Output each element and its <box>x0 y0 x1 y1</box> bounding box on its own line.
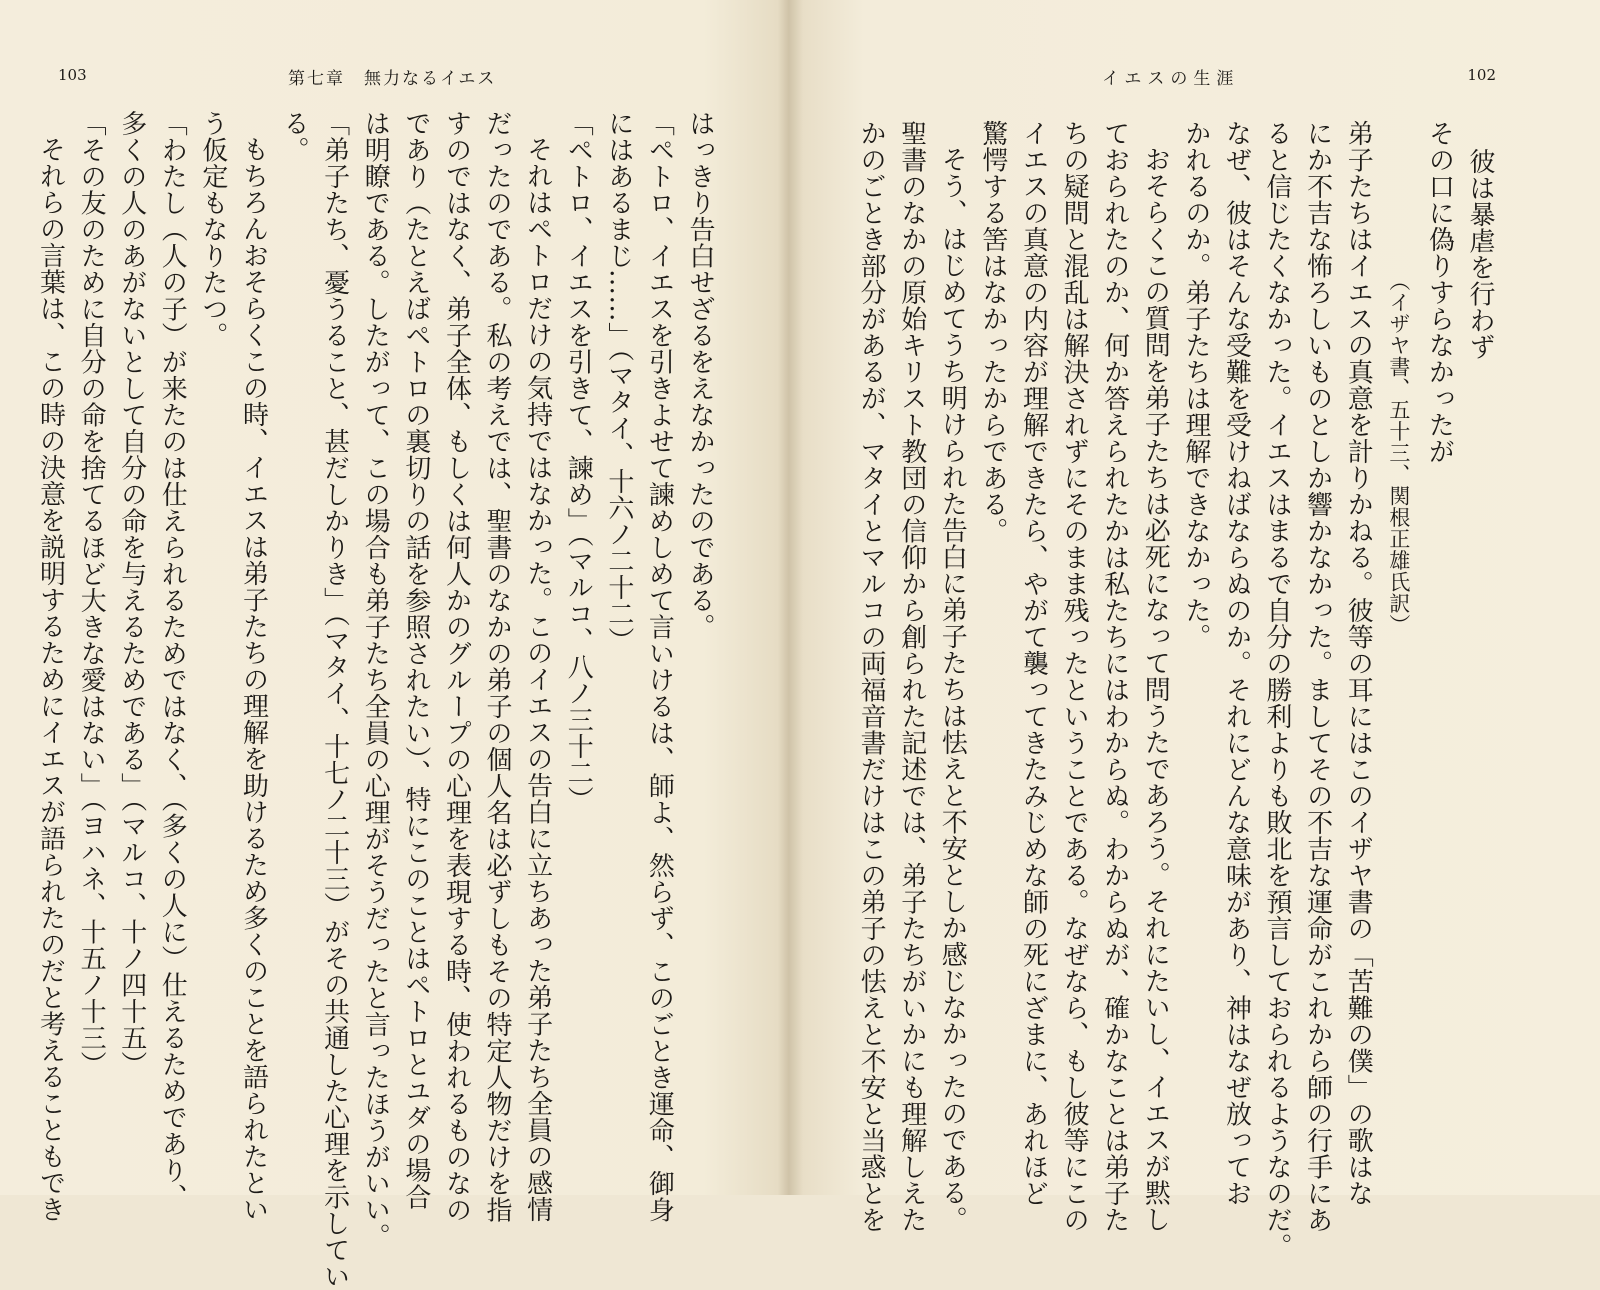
text-line: にか不吉な怖ろしいものとしか響かなかった。ましてその不吉な運命がこれから師の行手にあ <box>1302 120 1333 1233</box>
text-line: 「ペトロ、イエスを引きよせて諫めしめて言いけるは、師よ、然らず、このごとき運命、御身 <box>644 110 675 1223</box>
text-line: かのごとき部分があるが、マタイとマルコの両福音書だけはこの弟子の怯えと不安と当惑とを <box>856 120 887 1233</box>
text-line: もちろんおそらくこの時、イエスは弟子たちの理解を助けるため多くのことを語られたとい <box>238 136 269 1223</box>
text-line: 「弟子たち、憂うること、甚だしかりき」（マタイ、十七ノ二十三）がその共通した心理を示してい <box>319 110 350 1290</box>
text-line: にはあるまじ……」（マタイ、十六ノ二十二） <box>603 110 634 654</box>
text-line: ると信じたくなかった。イエスはまるで自分の勝利よりも敗北を預言しておられるようなのだ。 <box>1262 120 1293 1260</box>
text-line: う仮定もなりたつ。 <box>197 110 228 349</box>
left-page <box>0 0 790 1290</box>
epigraph-line: その口に偽りすらなかったが <box>1424 120 1455 465</box>
body-text-right <box>851 120 1501 1260</box>
text-line: であり（たとえばペトロの裏切りの話を参照されたい）、特にこのことはペトロとユダの場合 <box>400 110 431 1210</box>
text-line: 「その友のために自分の命を捨てるほど大きな愛はない」（ヨハネ、十五ノ十三） <box>76 110 107 1078</box>
page-number-left: 103 <box>58 66 87 84</box>
text-line: はっきり告白せざるをえなかったのである。 <box>685 110 715 640</box>
running-head-right: イエスの生涯 <box>1102 69 1240 89</box>
epigraph-citation: （イザヤ書、五十三、関根正雄氏訳） <box>1386 270 1411 636</box>
page-number-right: 102 <box>1467 66 1496 84</box>
text-line: 「ペトロ、イエスを引きて、諫め」（マルコ、八ノ三十二） <box>563 110 594 813</box>
text-line: ちの疑問と混乱は解決されずにそのまま残ったということである。なぜなら、もし彼等にこの <box>1059 120 1090 1233</box>
text-line: かれるのか。弟子たちは理解できなかった。 <box>1180 120 1211 650</box>
text-line: すのではなく、弟子全体、もしくは何人かのグループの心理を表現する時、使われるものなの <box>441 110 472 1223</box>
text-line: ておられたのか、何か答えられたかは私たちにはわからぬ。わからぬが、確かなことは弟子た <box>1099 120 1130 1233</box>
body-text-left <box>30 110 720 1290</box>
text-line: そう、はじめてうち明けられた告白に弟子たちは怯えと不安としか感じなかったのである。 <box>937 146 968 1233</box>
text-line: 驚愕する筈はなかったからである。 <box>977 120 1008 544</box>
text-line: それらの言葉は、この時の決意を説明するためにイエスが語られたのだと考えることもでき <box>35 136 66 1223</box>
text-line: おそらくこの質問を弟子たちは必死になって問うたであろう。それにたいし、イエスが黙し <box>1140 146 1171 1233</box>
text-line: 多くの人のあがないとして自分の命を与えるためである」（マルコ、十ノ四十五） <box>116 110 147 1078</box>
text-line: 弟子たちはイエスの真意を計りかねる。彼等の耳にはこのイザヤ書の「苦難の僕」の歌はな <box>1343 120 1374 1207</box>
epigraph-line: 彼は暴虐を行わず <box>1465 148 1495 360</box>
text-line: 聖書のなかの原始キリスト教団の信仰から創られた記述では、弟子たちがいかにも理解しえた <box>896 120 927 1233</box>
text-line: だったのである。私の考えでは、聖書のなかの弟子の個人名は必ずしもその特定人物だけを指 <box>482 110 513 1223</box>
text-line: 「わたし（人の子）が来たのは仕えられるためではなく、（多くの人に）仕えるためであり、 <box>157 110 188 1210</box>
text-line: イエスの真意の内容が理解できたら、やがて襲ってきたみじめな師の死にざまに、あれほど <box>1018 120 1049 1207</box>
text-line: それはペトロだけの気持ではなかった。このイエスの告白に立ちあった弟子たち全員の感情 <box>522 136 553 1223</box>
text-line: は明瞭である。したがって、この場合も弟子たち全員の心理がそうだったと言ったほうがいい。 <box>360 110 391 1250</box>
right-page <box>790 0 1600 1260</box>
text-line: る。 <box>279 110 310 163</box>
text-line: なぜ、彼はそんな受難を受けねばならぬのか。それにどんな意味があり、神はなぜ放ってお <box>1221 120 1252 1207</box>
running-head-left: 第七章 無力なるイエス <box>288 69 497 89</box>
